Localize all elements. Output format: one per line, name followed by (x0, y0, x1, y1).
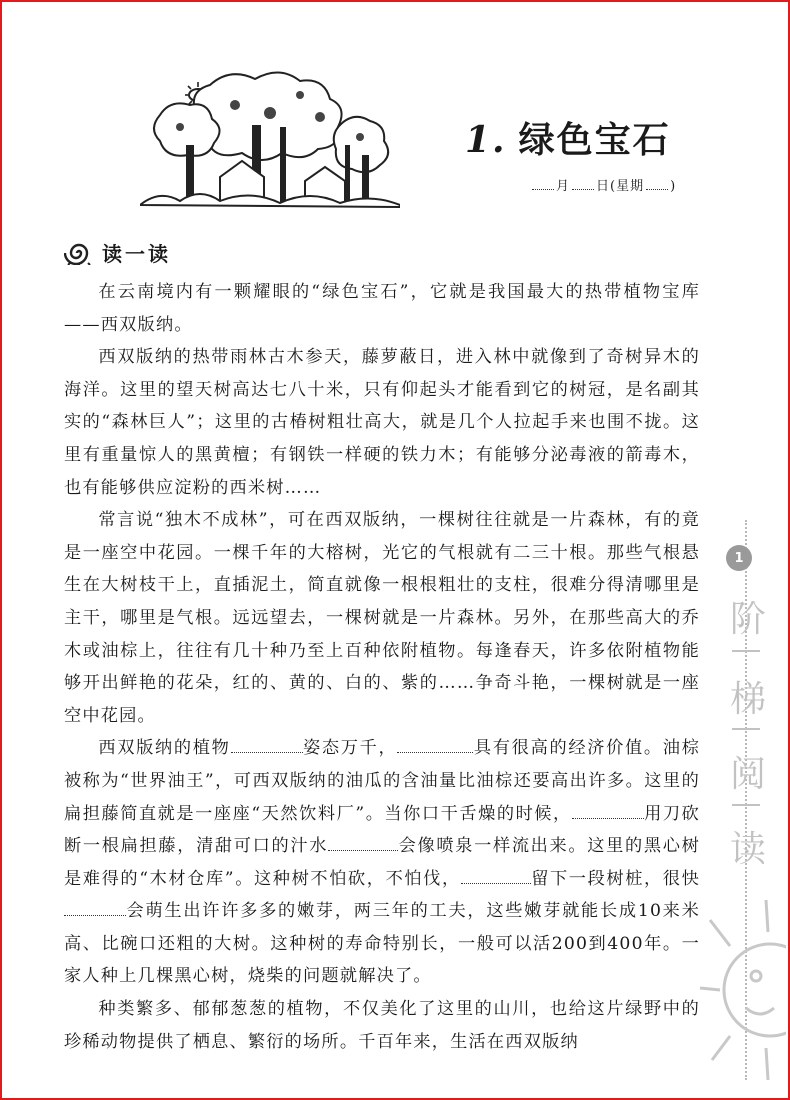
sun-face-decoration-icon (690, 880, 786, 1090)
paragraph-2: 西双版纳的热带雨林古木参天，藤萝蔽日，进入林中就像到了奇树异木的海洋。这里的望天树高达七八十米，只有仰起头才能看到它的树冠，是名副其实的“森林巨人”；这里的古椿树粗壮高大，就是几个人拉起手来也围不拢。这里有重量惊人的黑黄檀；有钢铁一样硬的铁力木；有能够分泌毒液的箭毒木，也有能够供应淀粉的西米树…… (64, 347, 700, 498)
fill-blank-3[interactable] (572, 800, 644, 819)
date-month-label: 月 (556, 179, 571, 194)
lesson-number: 1. (465, 119, 507, 161)
reading-passage (64, 276, 700, 1058)
fill-blank-5[interactable] (461, 865, 531, 884)
side-divider (732, 804, 760, 806)
fill-blank-2[interactable] (397, 734, 473, 753)
paragraph-5: 种类繁多、郁郁葱葱的植物，不仅美化了这里的山川，也给这片绿野中的珍稀动物提供了栖息、繁衍的场所。千百年来，生活在西双版纳 (64, 999, 700, 1052)
side-char-2: 梯 (729, 679, 766, 720)
side-divider (732, 728, 760, 730)
side-divider (732, 650, 760, 652)
date-line (530, 175, 676, 194)
paragraph-1: 在云南境内有一颗耀眼的“绿色宝石”，它就是我国最大的热带植物宝库——西双版纳。 (64, 282, 700, 335)
side-char-3: 阅 (729, 754, 766, 795)
date-close-paren: ) (670, 179, 677, 194)
swirl-icon (64, 241, 94, 265)
fill-blank-6[interactable] (64, 897, 126, 916)
paragraph-3: 常言说“独木不成林”，可在西双版纳，一棵树往往就是一片森林，有的竟是一座空中花园。一棵千年的大榕树，光它的气根就有二三十根。那些气根悬生在大树枝干上，直插泥土，简直就像一根根粗壮的支柱，很难分得清哪里是主干，哪里是气根。远远望去，一棵树就是一片森林。另外，在那些高大的乔木或油棕上，往往有几十种乃至上百种依附植物。每逢春天，许多依附植物能够开出鲜艳的花朵，红的、黄的、白的、紫的……争奇斗艳，一棵树就是一座空中花园。 (64, 510, 700, 726)
side-char-4: 读 (729, 829, 766, 870)
date-day-label: 日(星期 (596, 179, 645, 194)
lesson-title (465, 112, 671, 163)
fill-blank-1[interactable] (231, 734, 303, 753)
page-number-badge: 1 (726, 545, 752, 571)
section-label: 读一读 (102, 242, 171, 266)
paragraph-4: 西双版纳的植物 姿态万千， 具有很高的经济价值。油棕被称为“世界油王”，可西双版纳的油瓜的含油量比油棕还要高出许多。这里的扁担藤简直就是一座座“天然饮料厂”。当你口干舌燥的时候， 用刀砍断一根扁担藤，清甜可口的汁水 会像喷泉一样流出来。这里的黑心树是难得的“木材仓库”。这种树不怕砍，不怕伐， 留下一段树桩，很快会萌生出许许多多的嫩芽，两三年的工夫，这些嫩芽就能长成10来米高、比碗口还粗的大树。这种树的寿命特别长，一般可以活200到400年。一家人种上几棵黑心树，烧柴的问题就解决了。 (64, 732, 700, 993)
title-text: 绿色宝石 (518, 119, 671, 161)
fill-blank-4[interactable] (328, 832, 398, 851)
side-char-1: 阶 (729, 599, 766, 640)
forest-illustration (140, 65, 400, 215)
section-heading (64, 238, 171, 267)
